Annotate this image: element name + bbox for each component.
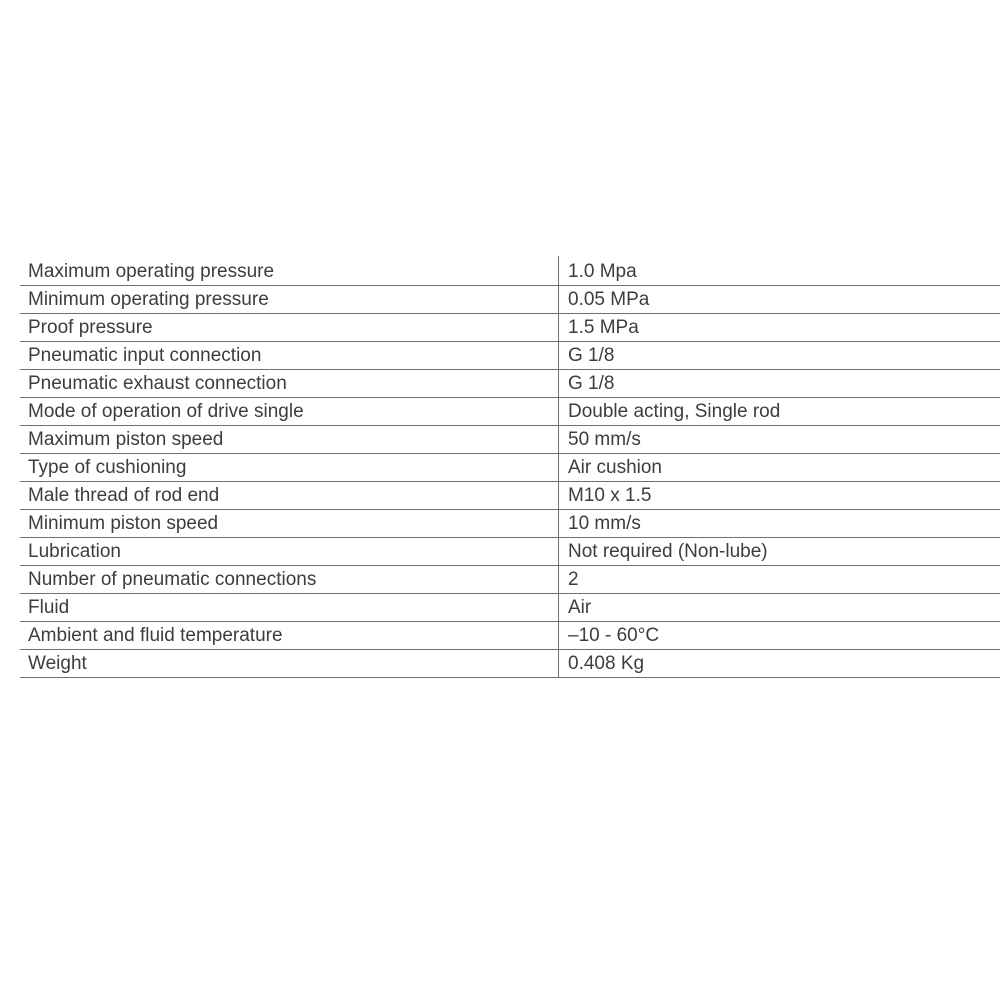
spec-value: Air cushion [558, 454, 1000, 481]
spec-value: G 1/8 [558, 370, 1000, 397]
table-row [20, 454, 1000, 482]
table-row [20, 370, 1000, 398]
spec-value: 50 mm/s [558, 426, 1000, 453]
spec-label: Proof pressure [28, 316, 153, 338]
table-row [20, 426, 1000, 454]
spec-label: Minimum operating pressure [28, 288, 269, 310]
spec-value: 1.0 Mpa [558, 258, 1000, 285]
table-row [20, 258, 1000, 286]
table-row [20, 510, 1000, 538]
table-row [20, 566, 1000, 594]
table-row [20, 538, 1000, 566]
table-row [20, 398, 1000, 426]
spec-label: Mode of operation of drive single [28, 400, 304, 422]
spec-value: –10 - 60°C [558, 622, 1000, 649]
spec-value: 1.5 MPa [558, 314, 1000, 341]
spec-value: Not required (Non-lube) [558, 538, 1000, 565]
table-row [20, 650, 1000, 678]
spec-value: 2 [558, 566, 1000, 593]
spec-value: M10 x 1.5 [558, 482, 1000, 509]
spec-label: Minimum piston speed [28, 512, 219, 534]
spec-value: 0.05 MPa [558, 286, 1000, 313]
spec-value: 0.408 Kg [558, 650, 1000, 677]
table-row [20, 482, 1000, 510]
table-row [20, 622, 1000, 650]
table-row [20, 594, 1000, 622]
spec-label: Maximum piston speed [28, 428, 224, 450]
spec-label: Weight [28, 652, 87, 674]
table-row [20, 342, 1000, 370]
spec-value: Air [558, 594, 1000, 621]
spec-label: Male thread of rod end [28, 484, 220, 506]
spec-value: 10 mm/s [558, 510, 1000, 537]
spec-value: Double acting, Single rod [558, 398, 1000, 425]
spec-label: Lubrication [28, 540, 121, 562]
spec-label: Fluid [28, 596, 70, 618]
spec-label: Pneumatic exhaust connection [28, 372, 287, 394]
spec-label: Pneumatic input connection [28, 344, 262, 366]
spec-label: Ambient and fluid temperature [28, 624, 283, 646]
spec-label: Type of cushioning [28, 456, 187, 478]
spec-value: G 1/8 [558, 342, 1000, 369]
table-row [20, 314, 1000, 342]
spec-label: Number of pneumatic connections [28, 568, 317, 590]
table-row [20, 286, 1000, 314]
specification-table [20, 258, 1000, 678]
spec-label: Maximum operating pressure [28, 260, 275, 282]
